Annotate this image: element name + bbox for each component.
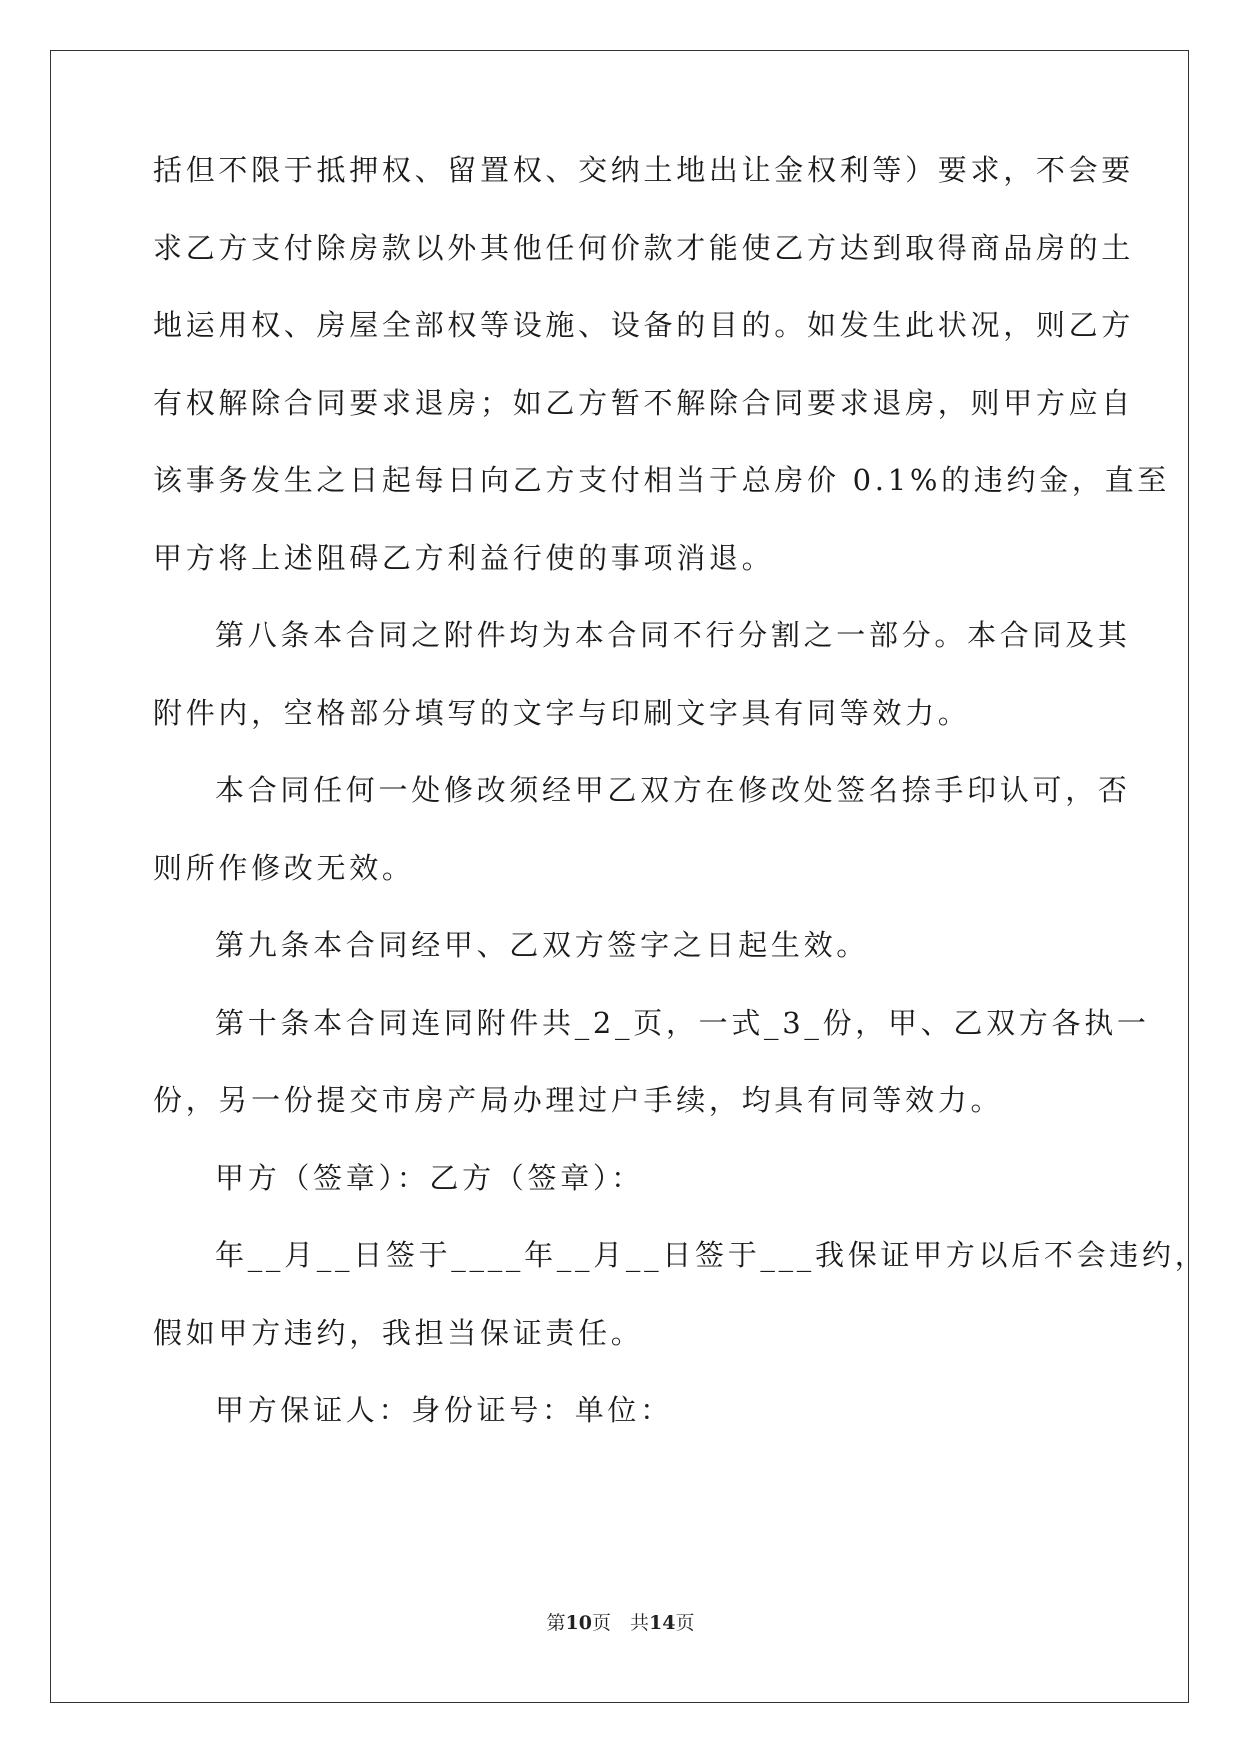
body-line-4: 有权解除合同要求退房；如乙方暂不解除合同要求退房，则甲方应自 <box>153 386 1135 420</box>
article-8-line-1: 第八条本合同之附件均为本合同不行分割之一部分。本合同及其 <box>215 618 1131 652</box>
date-guarantee-line-1: 年__月__日签于____年__月__日签于___我保证甲方以后不会违约， <box>215 1238 1208 1272</box>
article-10-line-1: 第十条本合同连同附件共_2_页，一式_3_份，甲、乙双方各执一 <box>215 1006 1150 1040</box>
amendment-line-1: 本合同任何一处修改须经甲乙双方在修改处签名捺手印认可，否 <box>215 773 1131 807</box>
amendment-line-2: 则所作修改无效。 <box>153 851 415 885</box>
body-line-6: 甲方将上述阻碍乙方利益行使的事项消退。 <box>153 541 775 575</box>
body-line-5: 该事务发生之日起每日向乙方支付相当于总房价 0.1%的违约金，直至 <box>153 463 1170 497</box>
article-9-line: 第九条本合同经甲、乙双方签字之日起生效。 <box>215 928 870 962</box>
body-line-2: 求乙方支付除房款以外其他任何价款才能使乙方达到取得商品房的土 <box>153 231 1135 265</box>
article-8-line-2: 附件内，空格部分填写的文字与印刷文字具有同等效力。 <box>153 696 971 730</box>
footer-suffix: 页 <box>675 1612 695 1634</box>
total-page-number: 14 <box>649 1612 676 1634</box>
signature-line: 甲方（签章）：乙方（签章）： <box>215 1161 644 1195</box>
current-page-number: 10 <box>565 1612 592 1634</box>
body-line-3: 地运用权、房屋全部权等设施、设备的目的。如发生此状况，则乙方 <box>153 308 1135 342</box>
body-line-1: 括但不限于抵押权、留置权、交纳土地出让金权利等）要求，不会要 <box>153 153 1135 187</box>
date-guarantee-line-2: 假如甲方违约，我担当保证责任。 <box>153 1316 644 1350</box>
article-10-line-2: 份，另一份提交市房产局办理过户手续，均具有同等效力。 <box>153 1083 1004 1117</box>
page-footer <box>0 1611 1241 1635</box>
guarantor-line: 甲方保证人：身份证号：单位： <box>215 1393 673 1427</box>
footer-middle: 页 共 <box>591 1612 649 1634</box>
footer-prefix: 第 <box>546 1612 566 1634</box>
